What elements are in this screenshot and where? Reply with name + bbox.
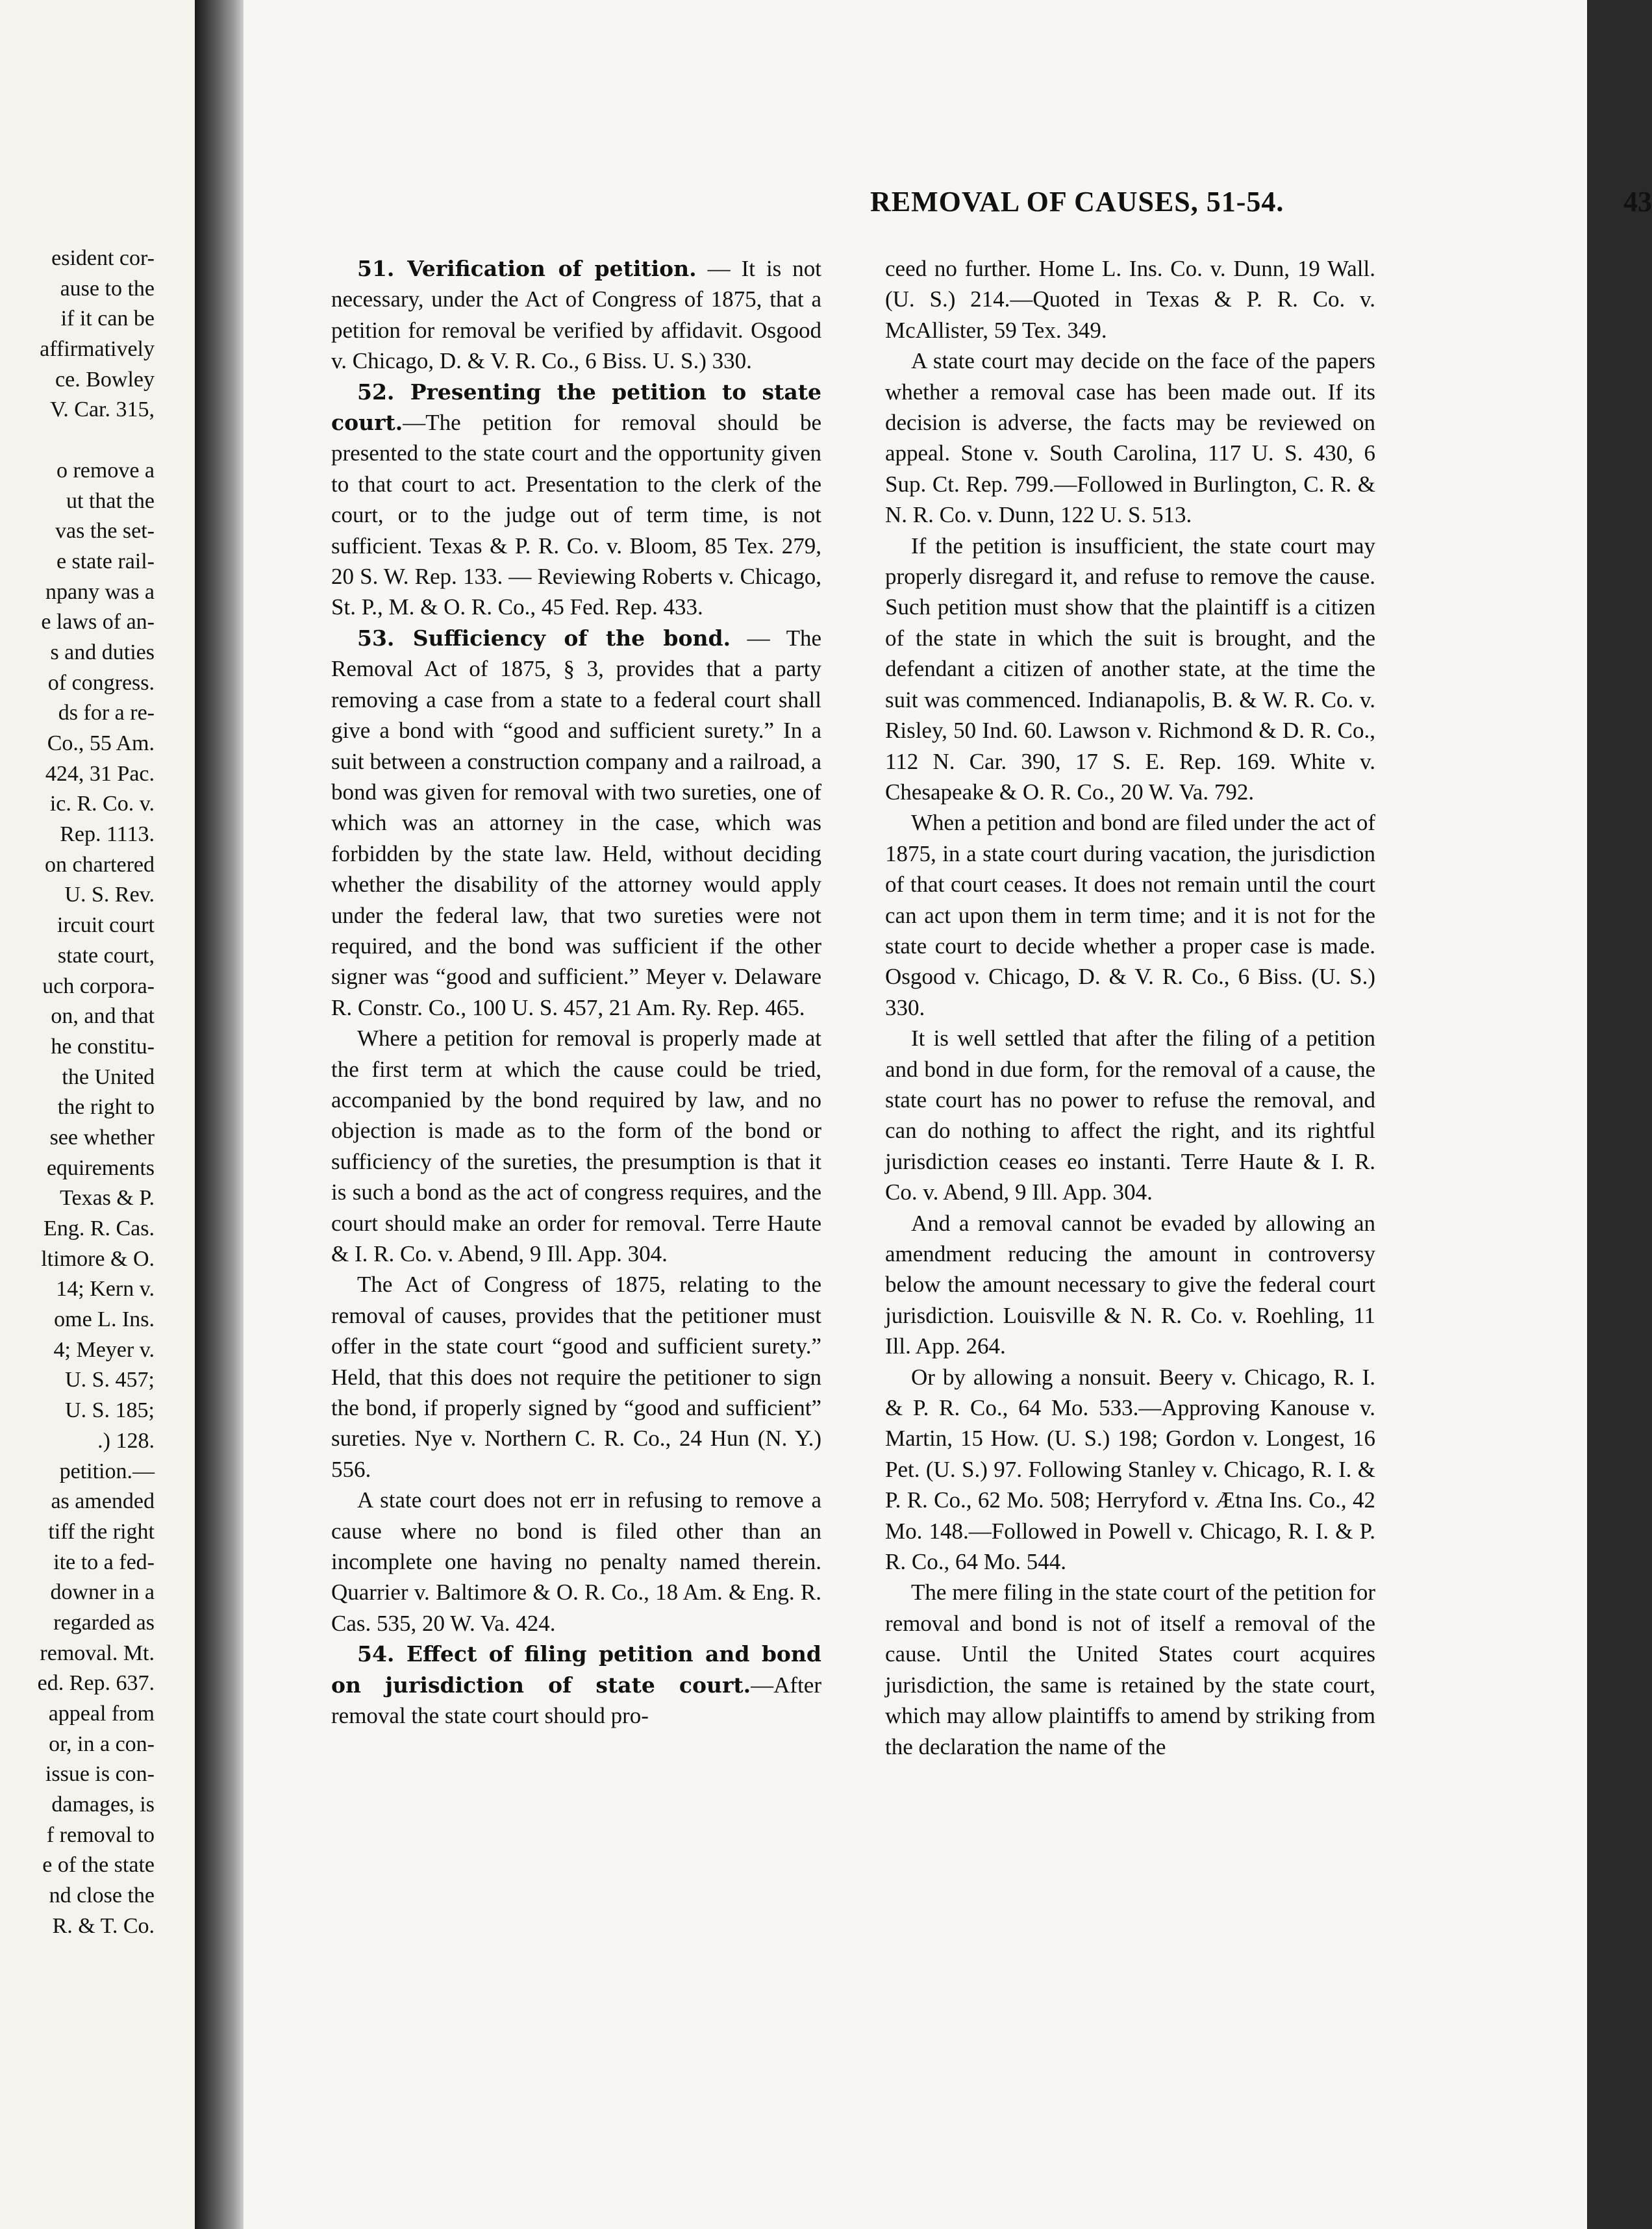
section-51 [331, 253, 821, 377]
facing-page-line: .) 128. [97, 1428, 155, 1453]
facing-page-line: removal. Mt. [40, 1641, 155, 1665]
facing-page-line: he constitu- [51, 1034, 155, 1059]
section-body: — It is not necessary, under the Act of Congress of 1875, that a petition for removal be verified by affidavit. Osgood v. Chicago, D. & V. R. Co., 6 Biss. U. S.) 330. [331, 256, 821, 374]
paragraph: The mere filing in the state court of the petition for removal and bond is not of itself a removal of the cause. Until the United States court acquires jurisdiction, the same is retained by the state court, which may allow plaintiffs to amend by striking from the declaration the name of the [885, 1580, 1375, 1759]
facing-page-line: tiff the right [48, 1519, 155, 1544]
right-column [885, 253, 1375, 1762]
paragraph: It is well settled that after the filing of a petition and bond in due form, for the removal of a cause, the state court has no power to refuse the removal, and can do nothing to affect the right, and its rightful jurisdiction ceases eo instanti. Terre Haute & I. R. Co. v. Abend, 9 Ill. App. 304. [885, 1026, 1375, 1205]
facing-page-line: see whether [49, 1125, 155, 1150]
facing-page-line: U. S. 457; [65, 1368, 155, 1392]
paragraph: When a petition and bond are filed under the act of 1875, in a state court during vacation, the jurisdiction of that court ceases. It does not remain until the court can act upon them in term time; and it is not for the state court to decide whether a proper case is made. Osgood v. Chicago, D. & V. R. Co., 6 Biss. (U. S.) 330. [885, 810, 1375, 1020]
facing-page-line: U. S. Rev. [64, 883, 155, 907]
facing-page-line: uch corpora- [42, 974, 155, 998]
paragraph: A state court may decide on the face of the papers whether a removal case has been made out. If its decision is adverse, the facts may be reviewed on appeal. Stone v. South Carolina, 117 U. S. 430, 6 Sup. Ct. Rep. 799.—Followed in Burlington, C. R. & N. R. Co. v. Dunn, 122 U. S. 513. [885, 348, 1375, 528]
facing-page-line: ic. R. Co. v. [49, 792, 155, 816]
facing-page-line: on chartered [45, 852, 155, 877]
facing-page-line: V. Car. 315, [50, 397, 155, 422]
facing-page-line: petition.— [59, 1459, 155, 1483]
facing-page-line: as amended [51, 1489, 155, 1514]
paragraph: And a removal cannot be evaded by allowing an amendment reducing the amount in controversy below the amount necessary to give the federal court jurisdiction. Louisville & N. R. Co. v. Roehling, 11 Ill. App. 264. [885, 1210, 1375, 1359]
facing-page-line: npany was a [45, 579, 155, 604]
facing-page-line: the right to [57, 1095, 155, 1120]
facing-page-line: ltimore & O. [41, 1246, 155, 1271]
section-heading: 51. Verification of petition. [357, 256, 697, 281]
facing-page-line: appeal from [48, 1702, 155, 1726]
facing-page-line: R. & T. Co. [52, 1913, 155, 1938]
facing-page-line: state court, [57, 943, 155, 968]
section-heading: 53. Sufficiency of the bond. [357, 625, 731, 651]
running-head: REMOVAL OF CAUSES, 51-54. [870, 186, 1284, 218]
facing-page-line: ed. Rep. 637. [37, 1671, 155, 1696]
facing-page-line: e laws of an- [41, 610, 155, 635]
facing-page-line: downer in a [50, 1580, 155, 1605]
facing-page-line: nd close the [49, 1883, 155, 1908]
facing-page-line: ircuit court [56, 913, 155, 938]
facing-page-line: ut that the [66, 488, 155, 513]
paragraph: A state court does not err in refusing to remove a cause where no bond is filed other than an incomplete one having no penalty named therein. Quarrier v. Baltimore & O. R. Co., 18 Am. & Eng. R. Cas. 535, 20 W. Va. 424. [331, 1487, 821, 1636]
section-53 [331, 623, 821, 1023]
paragraph-continuation: ceed no further. Home L. Ins. Co. v. Dunn, 19 Wall. (U. S.) 214.—Quoted in Texas & P. R. Co. v. McAllister, 59 Tex. 349. [885, 256, 1375, 343]
paragraph: Where a petition for removal is properly made at the first term at which the cause could be tried, accompanied by the bond required by law, and no objection is made as to the form of the bond or sufficiency of the sureties, the presumption is that it is such a bond as the act of congress requires, and the court should make an order for removal. Terre Haute & I. R. Co. v. Abend, 9 Ill. App. 304. [331, 1026, 821, 1266]
facing-page-line: the United [62, 1064, 155, 1089]
section-54 [331, 1639, 821, 1731]
section-body: — The Removal Act of 1875, § 3, provides that a party removing a case from a state to a federal court shall give a bond with “good and sufficient surety.” In a suit between a construction company and a railroad, a bond was given for removal with two sureties, one of which was an attorney in the case, which was forbidden by the state law. Held, without deciding whether the disability of the attorney would apply under the federal law, that two sureties were not required, and the bond was sufficient if the other signer was “good and sufficient.” Meyer v. Delaware R. Constr. Co., 100 U. S. 457, 21 Am. Ry. Rep. 465. [331, 625, 821, 1020]
paragraph: If the petition is insufficient, the state court may properly disregard it, and refuse to remove the cause. Such petition must show that the plaintiff is a citizen of the state in which the suit is brought, and the defendant a citizen of another state, at the time the suit was commenced. Indianapolis, B. & W. R. Co. v. Risley, 50 Ind. 60. Lawson v. Richmond & D. R. Co., 112 N. Car. 390, 17 S. E. Rep. 169. White v. Chesapeake & O. R. Co., 20 W. Va. 792. [885, 533, 1375, 805]
section-body: —After removal the state court should pro- [331, 1672, 821, 1729]
facing-page-line: s and duties [50, 640, 155, 664]
facing-page-line: ds for a re- [58, 701, 155, 725]
facing-page-line: Rep. 1113. [60, 822, 155, 847]
facing-page-line: e state rail- [56, 549, 155, 573]
section-heading: 52. Presenting the petition to state court. [331, 379, 821, 436]
facing-page-line: Co., 55 Am. [47, 731, 155, 755]
facing-page-line: if it can be [60, 307, 155, 331]
page-number: 43 [1623, 186, 1652, 218]
facing-page-line: 14; Kern v. [56, 1277, 155, 1302]
facing-page-line: f removal to [46, 1822, 155, 1847]
facing-page-line: on, and that [51, 1004, 155, 1029]
paragraph: Or by allowing a nonsuit. Beery v. Chicago, R. I. & P. R. Co., 64 Mo. 533.—Approving Kanouse v. Martin, 15 How. (U. S.) 198; Gordon v. Longest, 16 Pet. (U. S.) 97. Following Stanley v. Chicago, R. I. & P. R. Co., 62 Mo. 508; Herryford v. Ætna Ins. Co., 42 Mo. 148.—Followed in Powell v. Chicago, R. I. & P. R. Co., 64 Mo. 544. [885, 1364, 1375, 1575]
facing-page-line: ome L. Ins. [54, 1307, 155, 1332]
facing-page-line: issue is con- [45, 1762, 155, 1787]
section-body: —The petition for removal should be presented to the state court and the opportunity given to that court to act. Presentation to the clerk of the court, or to the judge out of term time, is not sufficient. Texas & P. R. Co. v. Bloom, 85 Tex. 279, 20 S. W. Rep. 133. — Reviewing Roberts v. Chicago, St. P., M. & O. R. Co., 45 Fed. Rep. 433. [331, 410, 821, 620]
facing-page-line: Texas & P. [60, 1186, 155, 1211]
facing-page-line: esident cor- [51, 246, 155, 270]
facing-page-line [0, 425, 155, 456]
facing-page-line: of congress. [47, 670, 155, 695]
facing-page-line: ite to a fed- [53, 1550, 155, 1574]
facing-page-line: 4; Meyer v. [53, 1337, 155, 1362]
facing-page-line: 424, 31 Pac. [45, 761, 155, 786]
left-column [331, 253, 821, 1732]
facing-page-line: or, in a con- [49, 1732, 155, 1756]
facing-page-line: regarded as [53, 1610, 155, 1635]
facing-page-line: Eng. R. Cas. [44, 1216, 155, 1240]
facing-page-line: affirmatively [40, 337, 155, 362]
facing-page-line: o remove a [56, 458, 155, 483]
facing-page [0, 0, 195, 2229]
facing-page-text [0, 244, 155, 1942]
facing-page-line: ce. Bowley [55, 367, 155, 392]
section-heading: 54. Effect of filing petition and bond on jurisdiction of state court. [331, 1641, 821, 1698]
facing-page-line: vas the set- [55, 519, 155, 544]
facing-page-line: equirements [46, 1155, 155, 1180]
section-52 [331, 377, 821, 623]
facing-page-line: e of the state [42, 1853, 155, 1878]
book-gutter [195, 0, 244, 2229]
facing-page-line: U. S. 185; [65, 1398, 155, 1423]
facing-page-line: damages, is [51, 1793, 155, 1817]
paragraph: The Act of Congress of 1875, relating to the removal of causes, provides that the petitioner must offer in the state court “good and sufficient surety.” Held, that this does not require the petitioner to sign the bond, if properly signed by “good and sufficient” sureties. Nye v. Northern C. R. Co., 24 Hun (N. Y.) 556. [331, 1272, 821, 1482]
facing-page-line: ause to the [60, 276, 155, 301]
